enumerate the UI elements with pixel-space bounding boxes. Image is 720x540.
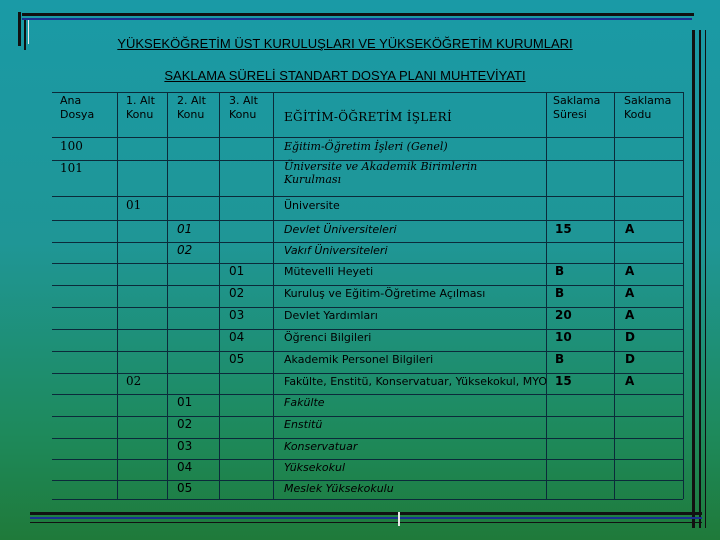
row-9-kod: D bbox=[625, 352, 635, 366]
frame-bottom-accent bbox=[398, 512, 400, 526]
grid-line bbox=[52, 499, 683, 500]
row-6-sure: B bbox=[555, 286, 565, 300]
grid-line bbox=[52, 438, 683, 439]
row-4-alt2: 02 bbox=[177, 243, 193, 257]
frame-right-line-2 bbox=[699, 30, 701, 528]
row-5-sure: B bbox=[555, 264, 565, 278]
row-8-kod: D bbox=[625, 330, 635, 344]
row-5-desc: Mütevelli Heyeti bbox=[284, 265, 374, 278]
row-8-sure: 10 bbox=[555, 330, 572, 344]
grid-line bbox=[52, 480, 683, 481]
row-3-kod: A bbox=[625, 222, 635, 236]
header-saklama-kodu: Saklama Kodu bbox=[624, 94, 672, 121]
grid-line bbox=[52, 263, 683, 264]
row-15-alt2: 05 bbox=[177, 481, 193, 495]
row-4-desc: Vakıf Üniversiteleri bbox=[284, 244, 388, 257]
row-2-desc: Üniversite bbox=[284, 199, 340, 212]
grid-line bbox=[52, 137, 683, 138]
row-7-desc: Devlet Yardımları bbox=[284, 309, 378, 322]
grid-line bbox=[52, 351, 683, 352]
grid-line bbox=[52, 307, 683, 308]
page-title: YÜKSEKÖĞRETİM ÜST KURULUŞLARI VE YÜKSEKÖĞRETİM KURUMLARI bbox=[117, 36, 573, 51]
row-5-kod: A bbox=[625, 264, 635, 278]
row-9-sure: B bbox=[555, 352, 565, 366]
frame-bottom-line bbox=[30, 512, 702, 515]
row-7-kod: A bbox=[625, 308, 635, 322]
grid-line bbox=[52, 196, 683, 197]
frame-bottom-line-2 bbox=[30, 522, 702, 523]
row-8-alt3: 04 bbox=[229, 330, 245, 344]
row-0-ana: 100 bbox=[60, 139, 83, 153]
row-13-alt2: 03 bbox=[177, 439, 193, 453]
grid-line bbox=[52, 242, 683, 243]
row-6-alt3: 02 bbox=[229, 286, 245, 300]
row-11-alt2: 01 bbox=[177, 395, 193, 409]
row-10-alt1: 02 bbox=[126, 374, 142, 388]
row-3-sure: 15 bbox=[555, 222, 572, 236]
grid-line bbox=[52, 394, 683, 395]
row-13-desc: Konservatuar bbox=[284, 440, 358, 453]
grid-line bbox=[52, 329, 683, 330]
frame-bottom-line-blue bbox=[30, 517, 702, 519]
header-ana-dosya: Ana Dosya bbox=[60, 94, 95, 121]
frame-right-line-3 bbox=[705, 30, 706, 528]
grid-line bbox=[52, 416, 683, 417]
row-10-sure: 15 bbox=[555, 374, 572, 388]
grid-line bbox=[52, 285, 683, 286]
frame-top-line-blue bbox=[22, 18, 692, 20]
header-alt-konu-3: 3. Alt Konu bbox=[229, 94, 258, 121]
row-10-desc: Fakülte, Enstitü, Konservatuar, Yüksekokul, MYO bbox=[284, 375, 547, 388]
header-saklama-suresi: Saklama Süresi bbox=[553, 94, 601, 121]
row-8-desc: Öğrenci Bilgileri bbox=[284, 331, 372, 344]
row-15-desc: Meslek Yüksekokulu bbox=[284, 482, 394, 495]
row-3-desc: Devlet Üniversiteleri bbox=[284, 223, 397, 236]
header-alt-konu-1: 1. Alt Konu bbox=[126, 94, 155, 121]
grid-line bbox=[52, 92, 683, 93]
row-1-ana: 101 bbox=[60, 161, 83, 175]
row-12-alt2: 02 bbox=[177, 417, 193, 431]
row-7-alt3: 03 bbox=[229, 308, 245, 322]
row-9-alt3: 05 bbox=[229, 352, 245, 366]
row-6-desc: Kuruluş ve Eğitim-Öğretime Açılması bbox=[284, 287, 486, 300]
row-6-kod: A bbox=[625, 286, 635, 300]
frame-right-line bbox=[692, 30, 695, 528]
grid-line bbox=[683, 92, 684, 499]
row-1-desc: Üniversite ve Akademik Birimlerin Kurulması bbox=[284, 160, 478, 186]
frame-top-line bbox=[22, 13, 694, 16]
header-alt-konu-2: 2. Alt Konu bbox=[177, 94, 206, 121]
row-0-desc: Eğitim-Öğretim İşleri (Genel) bbox=[284, 140, 448, 153]
grid-line bbox=[52, 373, 683, 374]
row-7-sure: 20 bbox=[555, 308, 572, 322]
row-11-desc: Fakülte bbox=[284, 396, 325, 409]
page-subtitle: SAKLAMA SÜRELİ STANDART DOSYA PLANI MUHTEVİYATI bbox=[164, 68, 526, 83]
row-14-alt2: 04 bbox=[177, 460, 193, 474]
row-9-desc: Akademik Personel Bilgileri bbox=[284, 353, 434, 366]
row-3-alt2: 01 bbox=[177, 222, 193, 236]
grid-line bbox=[52, 220, 683, 221]
row-14-desc: Yüksekokul bbox=[284, 461, 346, 474]
row-10-kod: A bbox=[625, 374, 635, 388]
row-12-desc: Enstitü bbox=[284, 418, 323, 431]
row-5-alt3: 01 bbox=[229, 264, 245, 278]
grid-line bbox=[52, 459, 683, 460]
header-egitim-ogretim: EĞİTİM-ÖĞRETİM İŞLERİ bbox=[284, 110, 453, 124]
row-2-alt1: 01 bbox=[126, 198, 142, 212]
